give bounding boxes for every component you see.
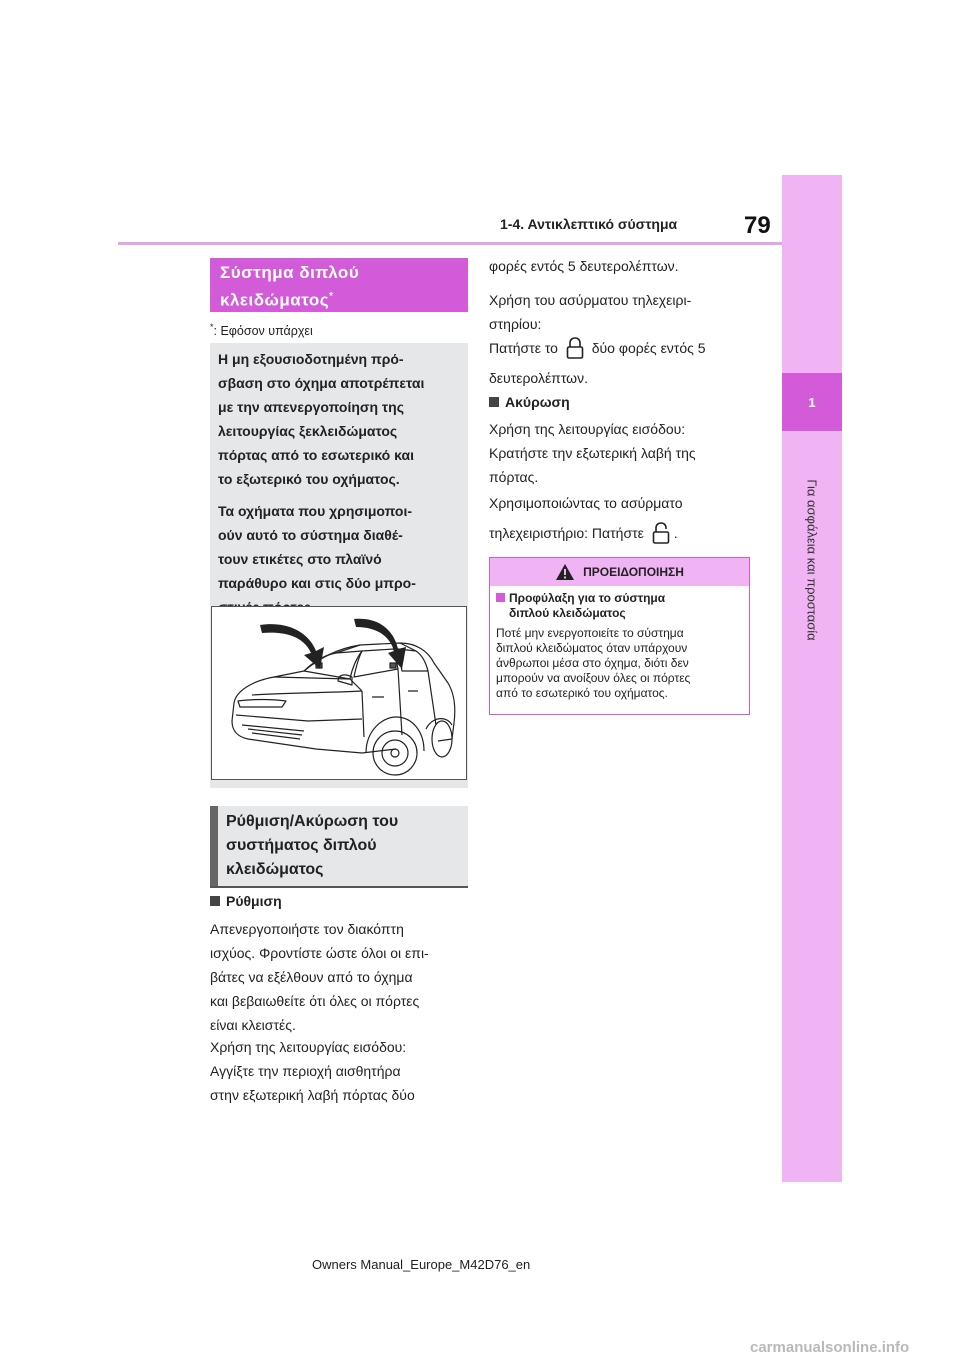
- text-line: και βεβαιωθείτε ότι όλες οι πόρτες: [210, 993, 420, 1009]
- text-line: διπλού κλειδώματος όταν υπάρχουν: [496, 641, 688, 655]
- section-title-line1: Σύστημα διπλού: [220, 263, 360, 282]
- square-bullet-icon: [210, 896, 220, 906]
- warning-triangle-icon: [555, 563, 575, 581]
- page-number: 79: [744, 212, 771, 239]
- intro-paragraph-1: [218, 347, 462, 491]
- footnote-text: : Εφόσον υπάρχει: [213, 324, 313, 339]
- text-line: Χρήση του ασύρματου τηλεχειρι-: [489, 292, 692, 308]
- watermark[interactable]: carmanualsonline.info: [750, 1339, 910, 1356]
- cancel-paragraph-1: [489, 417, 759, 489]
- intro-line: το εξωτερικό του οχήματος.: [218, 471, 400, 487]
- text-fragment: .: [673, 525, 678, 541]
- warning-header: [490, 558, 749, 586]
- text-line: Χρήση της λειτουργίας εισόδου:: [489, 421, 686, 437]
- intro-line: σβαση στο όχημα αποτρέπεται: [218, 375, 425, 391]
- text-line: είναι κλειστές.: [210, 1017, 296, 1033]
- setting-subheading-text: Ρύθμιση: [226, 893, 282, 909]
- footnote: [210, 322, 313, 338]
- text-line-wrap: [489, 521, 678, 545]
- text-line: βάτες να εξέλθουν από το όχημα: [210, 969, 413, 985]
- settings-heading-line: κλειδώματος: [226, 861, 324, 878]
- text-line: Προφύλαξη για το σύστημα: [509, 591, 666, 605]
- text-line: Ποτέ μην ενεργοποιείτε το σύστημα: [496, 626, 684, 640]
- text-line: στηρίου:: [489, 316, 542, 332]
- chapter-number-tab: 1: [782, 373, 842, 431]
- intro-paragraph-2: [218, 499, 462, 619]
- cancel-subheading-text: Ακύρωση: [505, 394, 570, 410]
- intro-line: ούν αυτό το σύστημα διαθέ-: [218, 527, 403, 543]
- text-line: στην εξωτερική λαβή πόρτας δύο: [210, 1087, 415, 1103]
- settings-heading-line: συστήματος διπλού: [226, 837, 377, 854]
- text-line: Χρήση της λειτουργίας εισόδου:: [210, 1039, 407, 1055]
- header-rule: [118, 242, 782, 245]
- setting-paragraph-2: [210, 1035, 472, 1107]
- text-line: δευτερολέπτων.: [489, 370, 588, 386]
- settings-heading-rule: [210, 886, 468, 888]
- intro-line: πόρτας από το εσωτερικό και: [218, 447, 414, 463]
- chapter-side-band: [782, 175, 842, 1182]
- text-line: άνθρωποι μέσα στο όχημα, διότι δεν: [496, 656, 689, 670]
- settings-heading-line: Ρύθμιση/Ακύρωση του: [226, 813, 399, 830]
- text-line: ισχύος. Φροντίστε ώστε όλοι οι επι-: [210, 945, 429, 961]
- text-line: Χρησιμοποιώντας το ασύρματο: [489, 495, 683, 511]
- warning-title: ΠΡΟΕΙΔΟΠΟΙΗΣΗ: [583, 565, 684, 579]
- car-line-drawing: [212, 607, 466, 779]
- running-header-section: 1-4. Αντικλεπτικό σύστημα: [500, 216, 678, 232]
- setting-subheading: [210, 893, 472, 909]
- intro-line: λειτουργίας ξεκλειδώματος: [218, 423, 398, 439]
- intro-line: τουν ετικέτες στο πλαϊνό: [218, 551, 382, 567]
- text-line: πόρτας.: [489, 469, 539, 485]
- section-title-mark: *: [329, 291, 334, 302]
- footnote-mark: *: [210, 322, 214, 332]
- intro-line: παράθυρο και στις δύο μπρο-: [218, 575, 416, 591]
- intro-text: [218, 347, 462, 627]
- car-illustration: [211, 606, 467, 780]
- square-bullet-icon: [496, 593, 505, 602]
- section-title-line2-wrap: [220, 285, 468, 313]
- text-fragment: δύο φορές εντός 5: [591, 340, 706, 356]
- cancel-subheading: [489, 394, 759, 410]
- right-paragraph-3: [489, 336, 759, 390]
- intro-line: Η μη εξουσιοδοτημένη πρό-: [218, 351, 404, 367]
- unlock-icon: [652, 522, 670, 544]
- section-title-line2: κλειδώματος: [220, 290, 330, 310]
- square-bullet-icon: [489, 397, 499, 407]
- lock-icon: [566, 337, 584, 359]
- text-fragment: τηλεχειριστήριο: Πατήστε: [489, 525, 644, 541]
- text-line: από το εσωτερικό του οχήματος.: [496, 686, 668, 700]
- text-line: διπλού κλειδώματος: [509, 606, 626, 620]
- intro-line: Τα οχήματα που χρησιμοποι-: [218, 503, 413, 519]
- right-paragraph-2: [489, 288, 759, 336]
- text-line: μπορούν να ανοίξουν όλες οι πόρτες: [496, 671, 691, 685]
- manual-title: Owners Manual_Europe_M42D76_en: [312, 1257, 531, 1272]
- chapter-title-vertical: Για ασφάλεια και προστασία: [804, 479, 820, 641]
- text-line: Απενεργοποιήστε τον διακόπτη: [210, 921, 404, 937]
- cancel-paragraph-2: [489, 491, 759, 545]
- warning-subheading: [496, 591, 746, 621]
- setting-paragraph-1: [210, 917, 472, 1037]
- text-line: Κρατήστε την εξωτερική λαβή της: [489, 445, 696, 461]
- text-fragment: Πατήστε το: [489, 340, 558, 356]
- warning-body: [496, 626, 746, 701]
- text-line: Αγγίξτε την περιοχή αισθητήρα: [210, 1063, 401, 1079]
- right-paragraph-1: φορές εντός 5 δευτερολέπτων.: [489, 258, 679, 274]
- intro-line: με την απενεργοποίηση της: [218, 399, 405, 415]
- section-title: [210, 258, 468, 312]
- settings-heading: [210, 806, 468, 886]
